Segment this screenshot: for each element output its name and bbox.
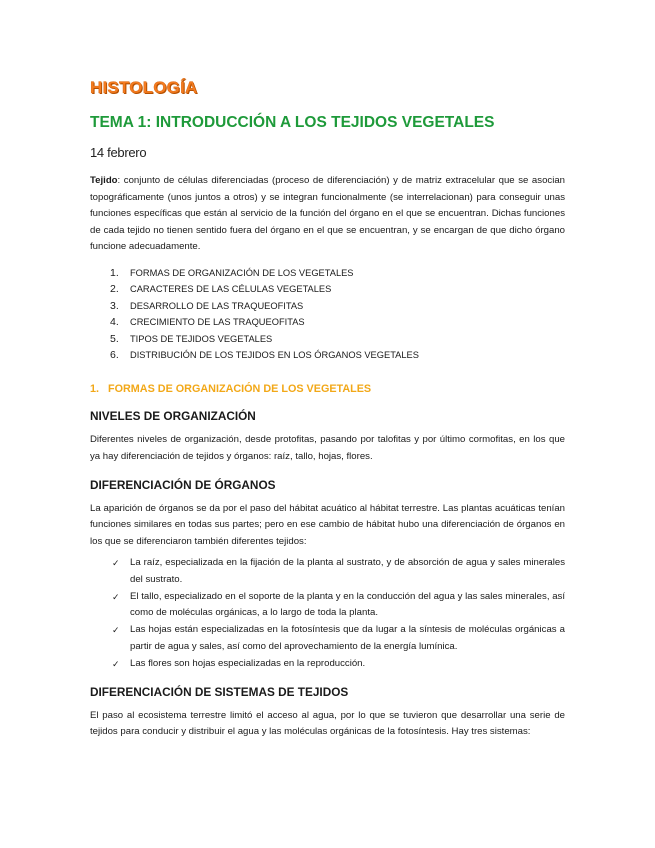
- toc-item-label: TIPOS DE TEJIDOS VEGETALES: [130, 333, 273, 344]
- list-item-text: El tallo, especializado en el soporte de la planta y en la conducción del agua y las sales minerales, así como de moléculas orgánicas, a lo largo de toda la planta.: [130, 590, 565, 619]
- toc-item-number: 5.: [110, 332, 119, 345]
- list-item: [90, 622, 565, 656]
- section-number: 1.: [90, 382, 100, 395]
- toc-item: [90, 331, 565, 348]
- sistemas-heading: DIFERENCIACIÓN DE SISTEMAS DE TEJIDOS: [90, 684, 349, 699]
- toc-item-label: DISTRIBUCIÓN DE LOS TEJIDOS EN LOS ÓRGANOS VEGETALES: [130, 350, 419, 361]
- toc-item: [90, 281, 565, 298]
- toc-item-label: DESARROLLO DE LAS TRAQUEOFITAS: [130, 300, 304, 311]
- intro-paragraph: [90, 173, 565, 256]
- toc-item-number: 6.: [110, 349, 119, 362]
- organos-heading: DIFERENCIACIÓN DE ÓRGANOS: [90, 477, 276, 492]
- checkmark-icon: ✓: [112, 591, 120, 602]
- toc-item: [90, 314, 565, 331]
- section-label: FORMAS DE ORGANIZACIÓN DE LOS VEGETALES: [108, 382, 372, 395]
- toc-item-number: 4.: [110, 316, 119, 329]
- organos-list: [90, 555, 565, 673]
- tema-title: TEMA 1: INTRODUCCIÓN A LOS TEJIDOS VEGETALES: [90, 114, 495, 131]
- list-item: [90, 656, 565, 673]
- checkmark-icon: ✓: [112, 658, 120, 669]
- intro-text: : conjunto de células diferenciadas (proceso de diferenciación) y de matriz extracelular que se asocian topográficamente (unos juntos a otros) y se integran funcionalmente (se interrelacionan) para conseguir unas funciones específicas que están al servicio de la función del órgano en el que se encuentran. Dichas funciones de cada tejido no tienen sentido fuera del órgano en el que se encuentran, y se encargan de que dicho órgano funcione adecuadamente.: [90, 175, 565, 253]
- toc-item: [90, 347, 565, 364]
- document-page: [90, 76, 565, 741]
- organos-paragraph: La aparición de órganos se da por el paso del hábitat acuático al hábitat terrestre. Las plantas acuáticas tenían funciones similares en todas sus partes; pero en ese cambio de hábitat hubo una diferenciación de órganos en los que se diferenciaron también diferentes tejidos:: [90, 502, 565, 548]
- toc-item-number: 1.: [110, 266, 119, 279]
- toc-item: [90, 298, 565, 315]
- toc-item: [90, 265, 565, 282]
- toc-item-number: 2.: [110, 283, 119, 296]
- section-title: [90, 381, 565, 397]
- toc-item-label: CRECIMIENTO DE LAS TRAQUEOFITAS: [130, 317, 305, 328]
- niveles-heading: NIVELES DE ORGANIZACIÓN: [90, 408, 256, 423]
- list-item-text: Las hojas están especializadas en la fotosíntesis que da lugar a la síntesis de moléculas orgánicas a partir de agua y sales, así como del aprovechamiento de la energía lumínica.: [130, 624, 565, 652]
- list-item: [90, 589, 565, 623]
- checkmark-icon: ✓: [112, 557, 120, 568]
- checkmark-icon: ✓: [112, 625, 120, 636]
- table-of-contents: [90, 265, 565, 364]
- list-item: [90, 555, 565, 589]
- list-item-text: Las flores son hojas especializadas en la reproducción.: [130, 657, 366, 669]
- toc-item-label: FORMAS DE ORGANIZACIÓN DE LOS VEGETALES: [130, 267, 354, 278]
- intro-term: Tejido: [90, 175, 118, 186]
- niveles-paragraph: Diferentes niveles de organización, desde protofitas, pasando por talofitas y por último cormofitas, en los que ya hay diferenciación de tejidos y órganos: raíz, tallo, hojas, flores.: [90, 433, 565, 462]
- toc-item-label: CARACTERES DE LAS CÉLULAS VEGETALES: [130, 284, 332, 295]
- sistemas-paragraph: El paso al ecosistema terrestre limitó el acceso al agua, por lo que se tuvieron que desarrollar una serie de tejidos para conducir y distribuir el agua y las moléculas orgánicas de la fotosíntesis. Hay tres sistemas:: [90, 709, 565, 738]
- toc-item-number: 3.: [110, 299, 119, 312]
- list-item-text: La raíz, especializada en la fijación de la planta al sustrato, y de absorción de agua y sales minerales del sustrato.: [130, 556, 565, 585]
- date: 14 febrero: [90, 145, 147, 160]
- main-title: HISTOLOGÍA: [90, 78, 198, 97]
